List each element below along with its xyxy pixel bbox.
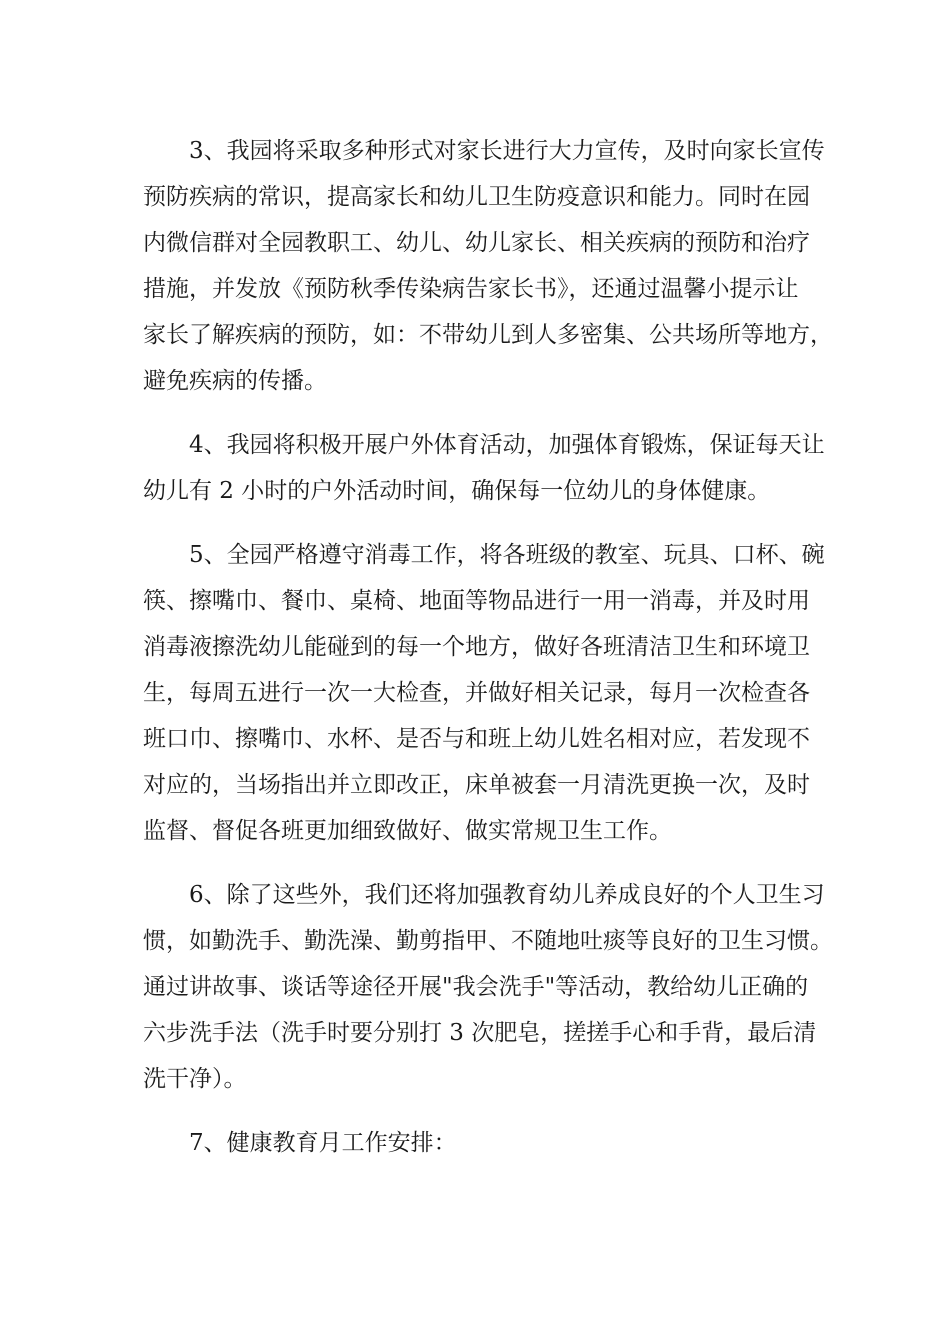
paragraph-line: 家长了解疾病的预防，如：不带幼儿到人多密集、公共场所等地方， (143, 322, 833, 348)
paragraph-line: 6、除了这些外，我们还将加强教育幼儿养成良好的个人卫生习 (189, 882, 825, 908)
paragraph-line: 监督、督促各班更加细致做好、做实常规卫生工作。 (143, 818, 672, 844)
paragraph-line: 3、我园将采取多种形式对家长进行大力宣传，及时向家长宣传 (189, 138, 825, 164)
document-body (143, 128, 833, 1184)
paragraph-line: 生，每周五进行一次一大检查，并做好相关记录，每月一次检查各 (143, 680, 810, 706)
paragraph-line: 班口巾、擦嘴巾、水杯、是否与和班上幼儿姓名相对应，若发现不 (143, 726, 810, 752)
paragraph-line: 措施，并发放《预防秋季传染病告家长书》，还通过温馨小提示让 (143, 276, 799, 302)
paragraph-line: 避免疾病的传播。 (143, 368, 327, 394)
paragraph-line: 通过讲故事、谈话等途径开展"我会洗手"等活动，教给幼儿正确的 (143, 974, 809, 1000)
paragraph-line: 惯，如勤洗手、勤洗澡、勤剪指甲、不随地吐痰等良好的卫生习惯。 (143, 928, 833, 954)
paragraph-line: 4、我园将积极开展户外体育活动，加强体育锻炼，保证每天让 (189, 432, 825, 458)
paragraph-line: 六步洗手法（洗手时要分别打 3 次肥皂，搓搓手心和手背，最后清 (143, 1020, 817, 1046)
paragraph-4 (143, 422, 825, 514)
paragraph-line: 预防疾病的常识，提高家长和幼儿卫生防疫意识和能力。同时在园 (143, 184, 810, 210)
paragraph-line: 7、健康教育月工作安排： (189, 1130, 457, 1156)
paragraph-line: 5、全园严格遵守消毒工作，将各班级的教室、玩具、口杯、碗 (189, 542, 825, 568)
paragraph-line: 对应的，当场指出并立即改正，床单被套一月清洗更换一次，及时 (143, 772, 810, 798)
paragraph-line: 幼儿有 2 小时的户外活动时间，确保每一位幼儿的身体健康。 (143, 478, 771, 504)
paragraph-5 (143, 532, 825, 854)
paragraph-line: 筷、擦嘴巾、餐巾、桌椅、地面等物品进行一用一消毒，并及时用 (143, 588, 810, 614)
paragraph-line: 内微信群对全园教职工、幼儿、幼儿家长、相关疾病的预防和治疗 (143, 230, 810, 256)
paragraph-7 (143, 1120, 807, 1166)
paragraph-line: 消毒液擦洗幼儿能碰到的每一个地方，做好各班清洁卫生和环境卫 (143, 634, 810, 660)
paragraph-line: 洗干净）。 (143, 1066, 247, 1092)
paragraph-6 (143, 872, 833, 1102)
paragraph-3 (143, 128, 833, 404)
